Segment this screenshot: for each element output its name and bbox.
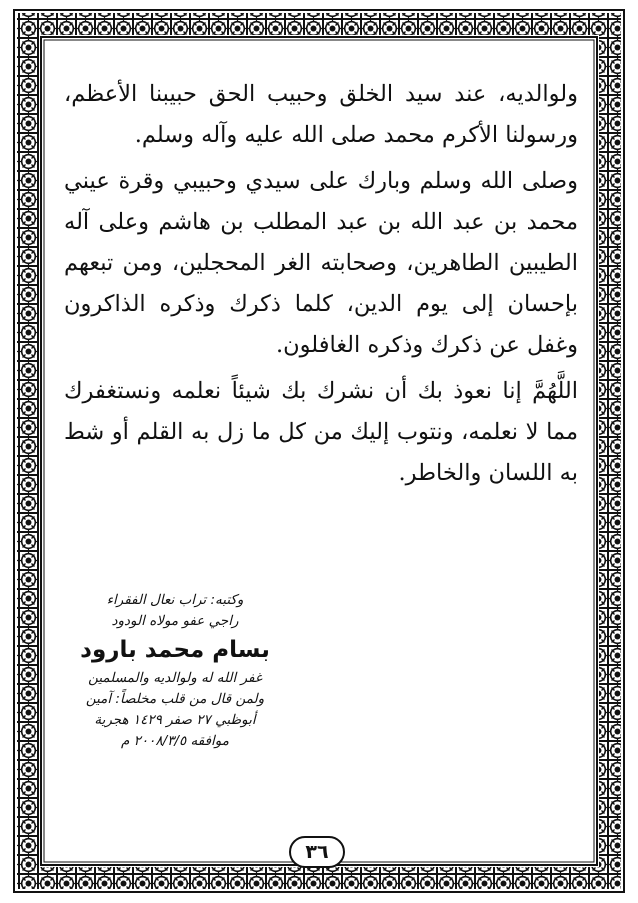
paragraph: ولوالديه، عند سيد الخلق وحبيب الحق حبيبنا الأعظم، ورسولنا الأكرم محمد صلى الله عليه وآله وسلم. xyxy=(64,81,578,148)
main-text xyxy=(64,74,578,499)
signature-line: ولمن قال من قلب مخلصاً: آمين xyxy=(85,691,265,707)
signature-date-gregorian: موافقه ٢٠٠٨/٣/٥ م xyxy=(120,733,230,749)
paragraph: اللَّهُمَّ إنا نعوذ بك أن نشرك بك شيئاً نعلمه ونستغفرك مما لا نعلمه، ونتوب إليك من كل ما زل به القلم أو شط به اللسان والخاطر. xyxy=(64,378,578,486)
signature-line: راجي عفو مولاه الودود xyxy=(111,613,239,629)
page-number: ٣٦ xyxy=(289,836,345,868)
author-signature xyxy=(70,590,280,752)
signature-date-hijri: أبوظبي ٢٧ صفر ١٤٢٩ هجرية xyxy=(94,712,256,728)
signature-line: غفر الله له ولوالديه والمسلمين xyxy=(88,670,262,686)
paragraph: وصلى الله وسلم وبارك على سيدي وحبيبي وقرة عيني محمد بن عبد الله بن عبد المطلب بن هاشم وعلى آله الطيبين الطاهرين، وصحابته الغر المحجلين، ومن تبعهم بإحسان إلى يوم الدين، كلما ذكرك وذكره الذاكرون وغفل عن ذكرك وذكره الغافلون. xyxy=(64,168,578,358)
signature-line: وكتبه: تراب نعال الفقراء xyxy=(106,592,244,608)
signature-name: بسام محمد بارود xyxy=(80,637,270,663)
